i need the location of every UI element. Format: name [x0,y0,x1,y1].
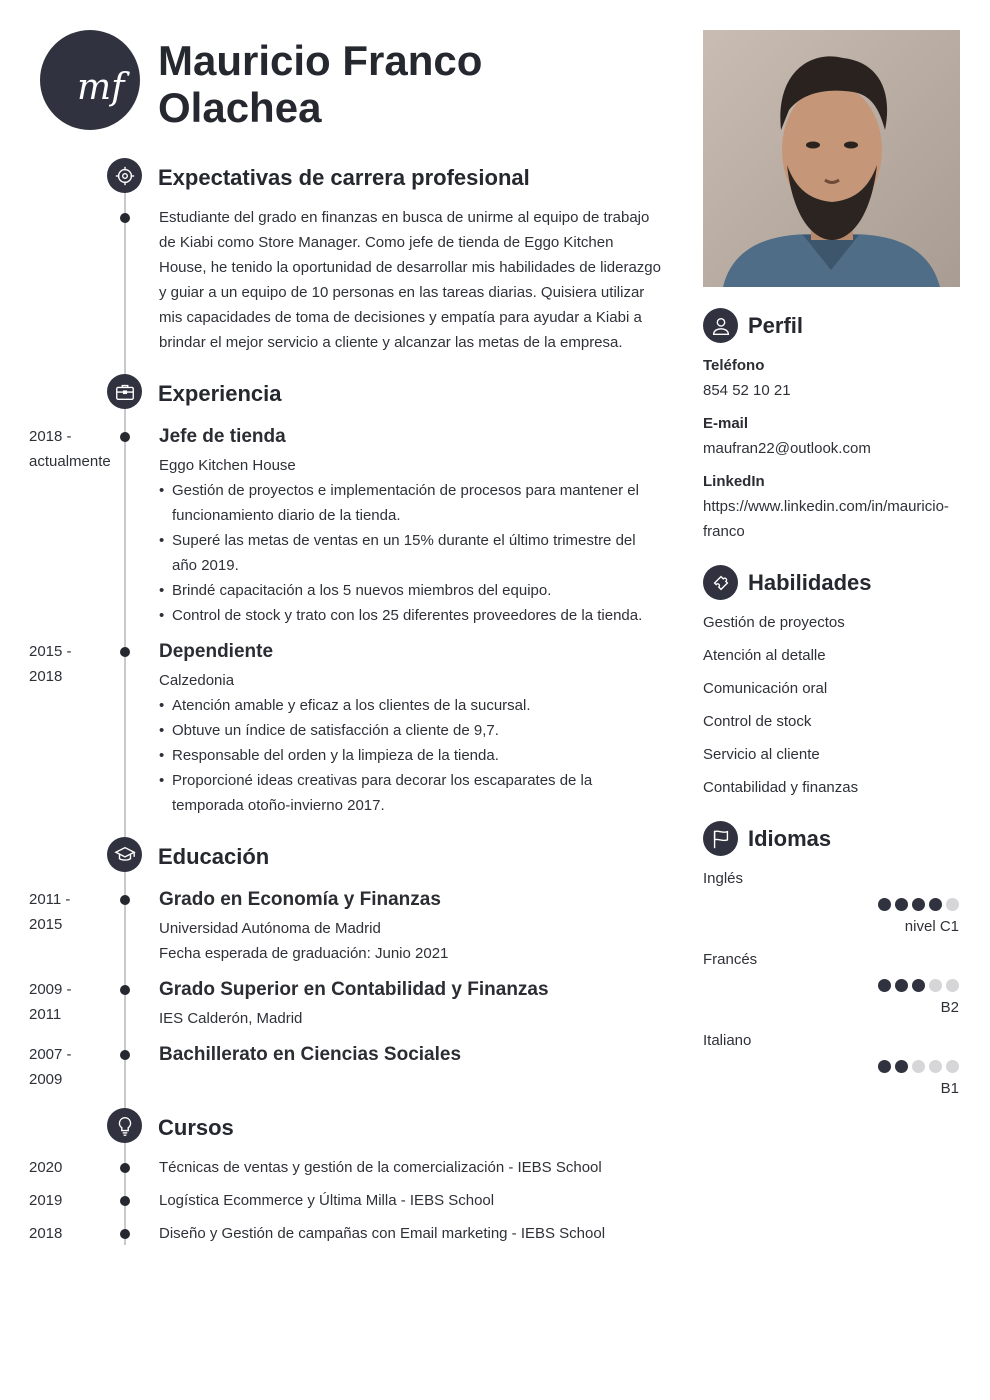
course-name: Técnicas de ventas y gestión de la comercialización - IEBS School [159,1159,602,1176]
monogram-initials: mf [77,67,125,108]
education-date [29,1042,119,1092]
skill-item: Contabilidad y finanzas [703,779,859,796]
bullet-line: • Obtuve un índice de satisfacción a cliente de 9,7. [172,722,499,739]
timeline-line [124,190,126,1245]
rating-dot-empty [946,1060,959,1073]
job-date [29,639,119,689]
section-title-experience: Experiencia [158,381,282,406]
bullet-line: funcionamiento diario de la tienda. [172,507,401,524]
email-value[interactable]: maufran22@outlook.com [703,440,871,457]
skill-item: Servicio al cliente [703,746,820,763]
timeline-dot [120,213,130,223]
objective-line: House, he tenido la oportunidad de desarrollar mis habilidades de liderazgo [159,259,661,276]
bullet-line: año 2019. [172,557,239,574]
language-rating [878,898,959,911]
timeline-dot [120,1050,130,1060]
course-name: Diseño y Gestión de campañas con Email marketing - IEBS School [159,1225,606,1242]
language-name: Inglés [703,870,744,887]
job-bullet [159,528,659,578]
education-degree: Bachillerato en Ciencias Sociales [159,1044,462,1065]
candidate-name [158,37,638,131]
bullet-line: • Control de stock y trato con los 25 diferentes proveedores de la tienda. [172,607,643,624]
target-icon [107,158,142,193]
bullet-line: • Brindé capacitación a los 5 nuevos miembros del equipo. [172,582,552,599]
linkedin-line: https://www.linkedin.com/in/mauricio- [703,498,949,515]
bullet-line: • Superé las metas de ventas en un 15% durante el último trimestre del [172,532,636,549]
job-bullet [159,718,659,743]
education-degree: Grado Superior en Contabilidad y Finanzas [159,979,549,1000]
job-bullet [159,693,659,718]
language-name: Francés [703,951,758,968]
timeline-dot [120,985,130,995]
timeline-dot [120,1163,130,1173]
job-bullet [159,768,659,818]
rating-dot-filled [912,979,925,992]
date-line: 2009 - [29,981,72,998]
profile-photo [703,30,960,287]
language-name: Italiano [703,1032,752,1049]
job-date [29,424,119,474]
rating-dot-filled [895,1060,908,1073]
rating-dot-filled [878,1060,891,1073]
phone-label: Teléfono [703,357,765,374]
job-bullet [159,743,659,768]
date-line: 2009 [29,1071,63,1088]
course-name: Logística Ecommerce y Última Milla - IEBS School [159,1192,495,1209]
job-company: Eggo Kitchen House [159,457,296,474]
linkedin-line: franco [703,523,745,540]
skill-item: Atención al detalle [703,647,826,664]
objective-line: y guiar a un equipo de 10 personas en las tareas diarias. Quisiera utilizar [159,284,645,301]
rating-dot-empty [946,898,959,911]
skill-item: Comunicación oral [703,680,828,697]
rating-dot-filled [895,979,908,992]
language-level: nivel C1 [904,918,959,935]
rating-dot-filled [895,898,908,911]
timeline-dot [120,1196,130,1206]
bullet-line: • Gestión de proyectos e implementación de procesos para mantener el [172,482,639,499]
section-title-skills: Habilidades [748,570,872,595]
email-label: E-mail [703,415,749,432]
section-title-profile: Perfil [748,313,804,338]
section-title-education: Educación [158,844,270,869]
rating-dot-empty [946,979,959,992]
bullet-line: • Responsable del orden y la limpieza de la tienda. [172,747,499,764]
course-year: 2020 [29,1159,63,1176]
bullet-line: • Proporcioné ideas creativas para decorar los escaparates de la [172,772,593,789]
education-degree: Grado en Economía y Finanzas [159,889,441,910]
course-year: 2018 [29,1225,63,1242]
date-line: 2007 - [29,1046,72,1063]
job-role: Dependiente [159,641,274,662]
job-bullet [159,578,659,603]
job-role: Jefe de tienda [159,426,286,447]
skill-item: Control de stock [703,713,812,730]
date-line: 2018 [29,668,63,685]
linkedin-link[interactable] [703,494,960,544]
language-rating [878,979,959,992]
education-detail: Fecha esperada de graduación: Junio 2021 [159,945,449,962]
rating-dot-empty [929,979,942,992]
user-icon [703,308,738,343]
course-year: 2019 [29,1192,63,1209]
section-title-objective: Expectativas de carrera profesional [158,165,530,190]
lightbulb-icon [107,1108,142,1143]
date-line: 2011 [29,1006,62,1023]
timeline-dot [120,432,130,442]
flag-icon [703,821,738,856]
rating-dot-filled [929,898,942,911]
job-company: Calzedonia [159,672,235,689]
linkedin-label: LinkedIn [703,473,765,490]
name-line-1: Mauricio Franco [158,37,483,84]
section-title-courses: Cursos [158,1115,234,1140]
job-bullet [159,478,659,528]
rating-dot-filled [878,898,891,911]
job-bullet [159,603,659,628]
objective-line: de Kiabi como Store Manager. Como jefe de tienda de Eggo Kitchen [159,234,614,251]
graduation-cap-icon [107,837,142,872]
skill-item: Gestión de proyectos [703,614,845,631]
rating-dot-filled [878,979,891,992]
name-line-2: Olachea [158,84,322,131]
timeline-dot [120,647,130,657]
phone-value: 854 52 10 21 [703,382,791,399]
date-line: actualmente [29,453,111,470]
rating-dot-empty [929,1060,942,1073]
language-level: B1 [940,1080,959,1097]
objective-line: brindar el mejor servicio a cliente y alcanzar las metas de la empresa. [159,334,623,351]
puzzle-icon [703,565,738,600]
objective-line: Estudiante del grado en finanzas en busca de unirme al equipo de trabajo [159,209,650,226]
rating-dot-empty [912,1060,925,1073]
objective-text [159,205,669,355]
education-date [29,887,119,937]
objective-line: mis capacidades de toma de decisiones y empatía para ayudar a Kiabi a [159,309,642,326]
bullet-line: • Atención amable y eficaz a los clientes de la sucursal. [172,697,531,714]
education-date [29,977,119,1027]
education-detail: IES Calderón, Madrid [159,1010,303,1027]
rating-dot-filled [912,898,925,911]
bullet-line: temporada otoño-invierno 2017. [172,797,385,814]
education-detail: Universidad Autónoma de Madrid [159,920,381,937]
monogram-avatar [40,30,140,130]
date-line: 2018 - [29,428,72,445]
language-rating [878,1060,959,1073]
date-line: 2015 [29,916,63,933]
briefcase-icon [107,374,142,409]
timeline-dot [120,895,130,905]
timeline-dot [120,1229,130,1239]
section-title-languages: Idiomas [748,826,832,851]
date-line: 2011 - [29,891,71,908]
date-line: 2015 - [29,643,72,660]
language-level: B2 [940,999,959,1016]
